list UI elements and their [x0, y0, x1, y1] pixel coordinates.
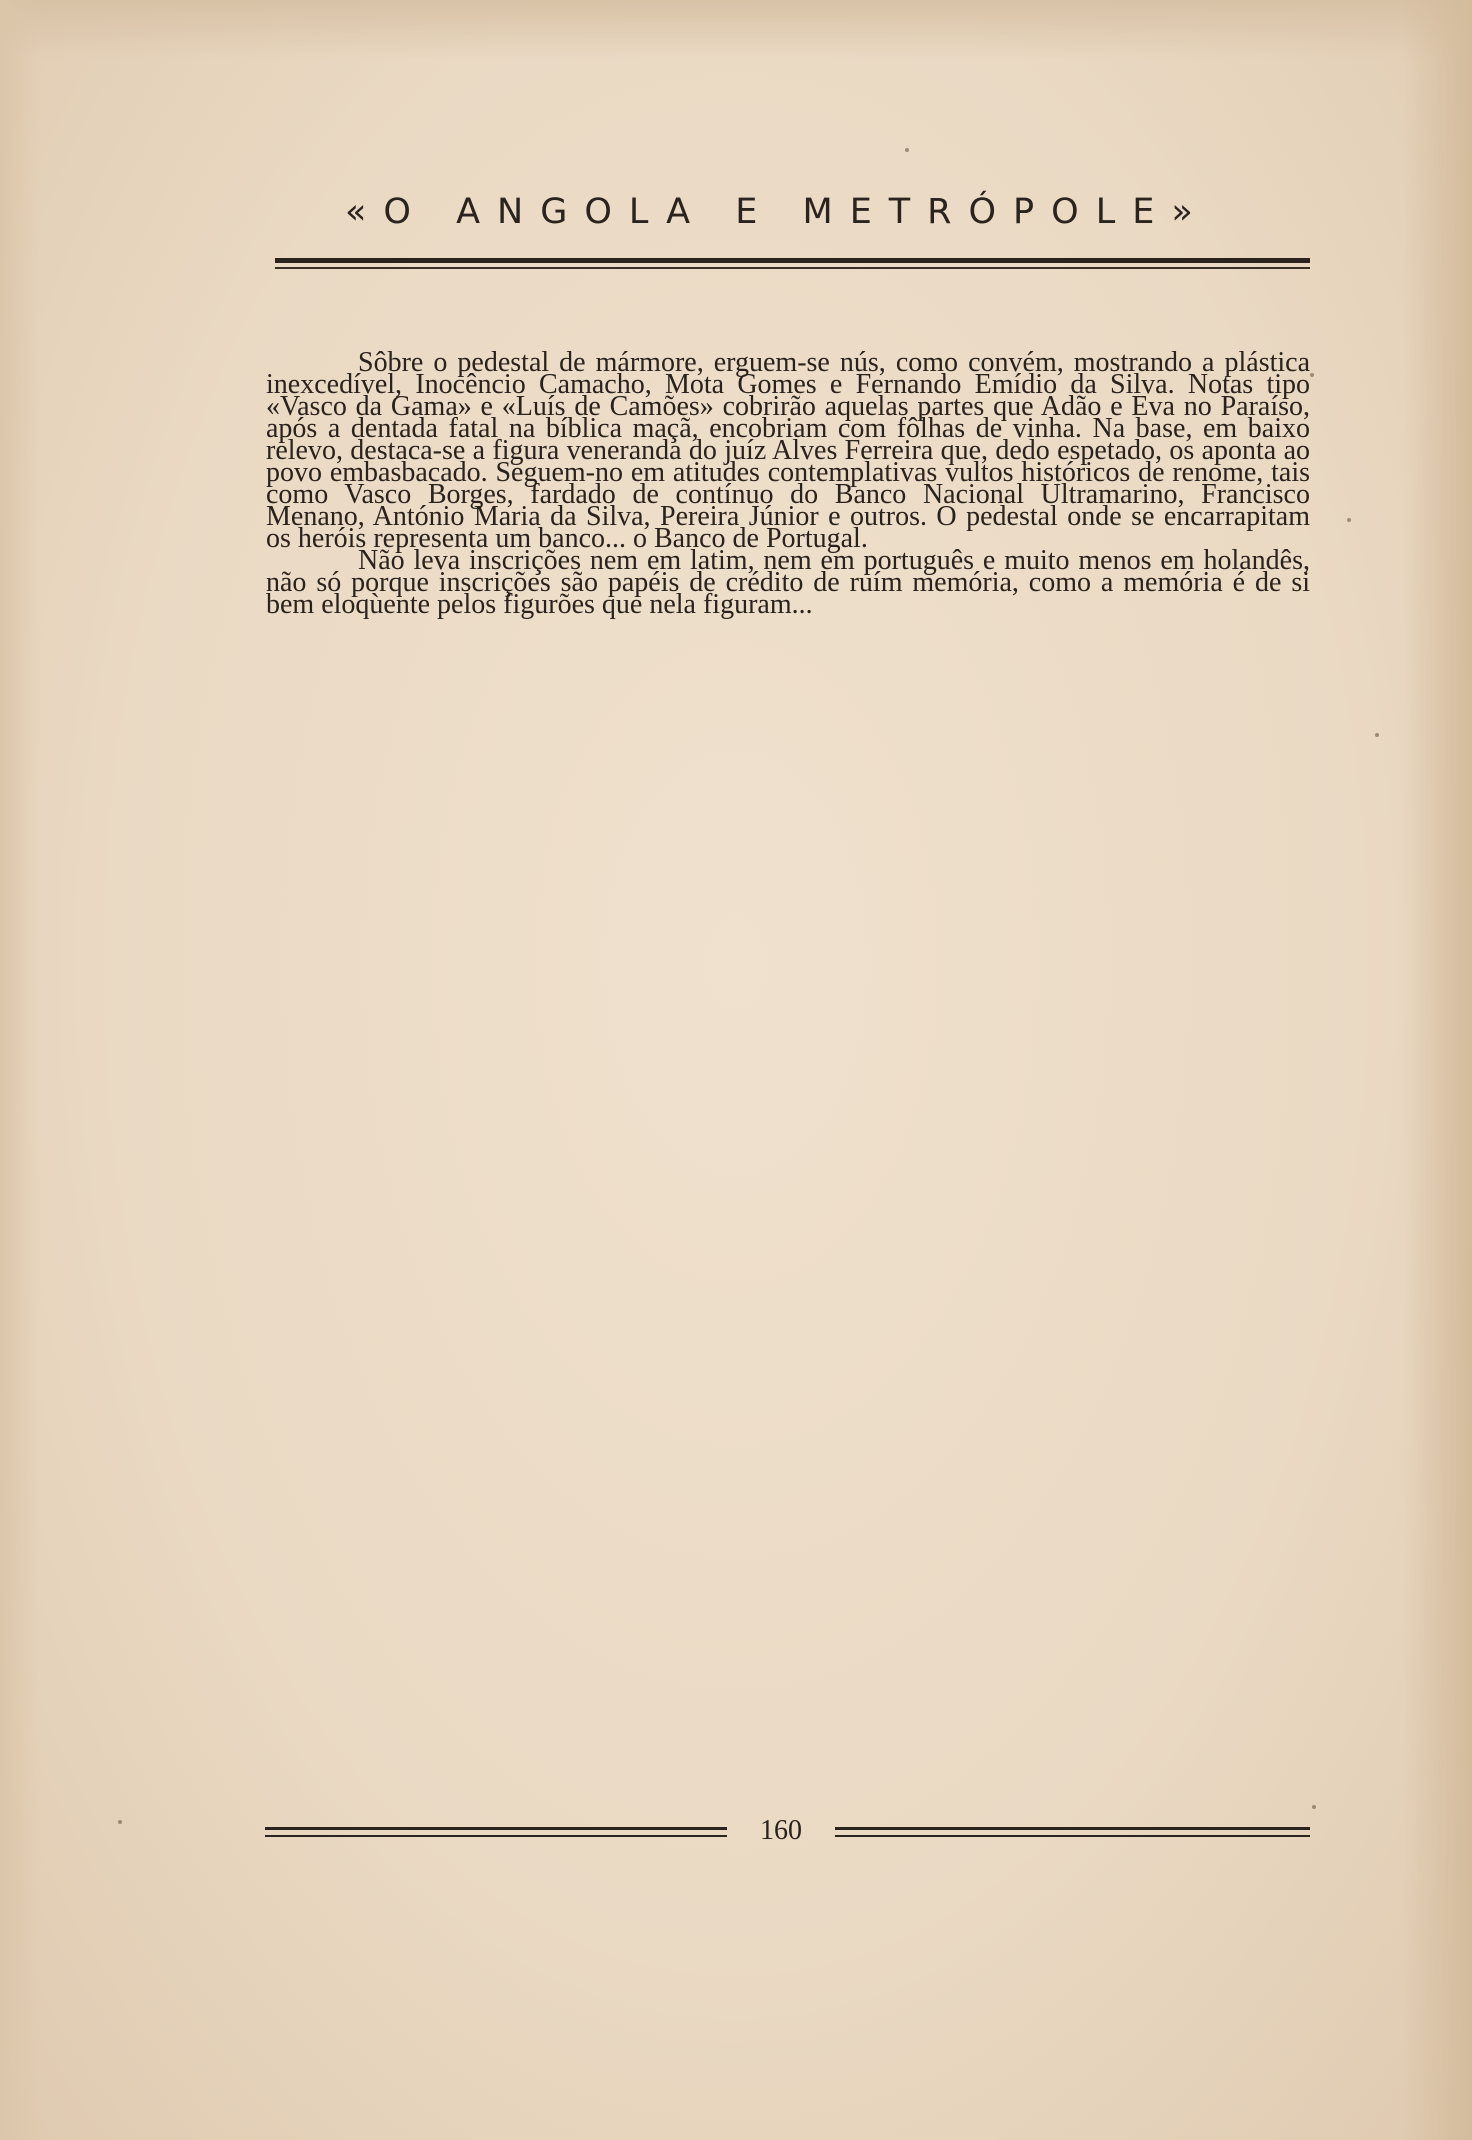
header-rule-thin: [275, 267, 1310, 269]
page-number: 160: [760, 1815, 802, 1846]
footer-rule-left-thin: [265, 1835, 727, 1837]
paper-edge-right: [1402, 0, 1472, 2140]
footer-rule-left: [265, 1827, 727, 1830]
paper-speck: [1375, 733, 1379, 737]
paragraph-2: Não leva inscrições nem em latim, nem em português e muito menos em holandês, não só porque inscrições são papéis de crédito de ruím memória, como a memória é de si bem eloqùente pelos figurões que nela figuram...: [266, 545, 1310, 620]
paper-speck: [1312, 1805, 1316, 1809]
footer-rule-right-thin: [835, 1835, 1310, 1837]
paragraph-1: Sôbre o pedestal de mármore, erguem-se nús, como convém, mostrando a plástica inexcedível, Inocêncio Camacho, Mota Gomes e Fernando Emídio da Silva. Notas tipo «Vasco da Gama» e «Luís de Camões» cobrirão aquelas partes que Adão e Eva no Paraíso, após a dentada fatal na bíblica maçã, encobriam com fôlhas de vinha. Na base, em baixo relevo, destaca-se a figura veneranda do juíz Alves Ferreira que, dedo espetado, os aponta ao povo embasbacado. Seguem-no em atitudes contemplativas vultos históricos de renome, tais como Vasco Borges, fardado de contínuo do Banco Nacional Ultramarino, Francisco Menano, António Maria da Silva, Pereira Júnior e outros. O pedestal onde se encarrapitam os heróis representa um banco... o Banco de Portugal.: [266, 347, 1310, 554]
header-rule-thick: [275, 258, 1310, 263]
paper-edge-top: [0, 0, 1472, 60]
footer-rule-right: [835, 1827, 1310, 1830]
paper-speck: [905, 148, 909, 152]
page-title: «O ANGOLA E METRÓPOLE»: [345, 192, 1210, 232]
page-footer: [265, 1815, 1310, 1855]
paper-speck: [1310, 373, 1314, 377]
page-header: [275, 192, 1310, 252]
paper-speck: [118, 1820, 122, 1824]
paper-speck: [1347, 518, 1351, 522]
body-text: [266, 347, 1310, 620]
paper-edge-left: [0, 0, 40, 2140]
